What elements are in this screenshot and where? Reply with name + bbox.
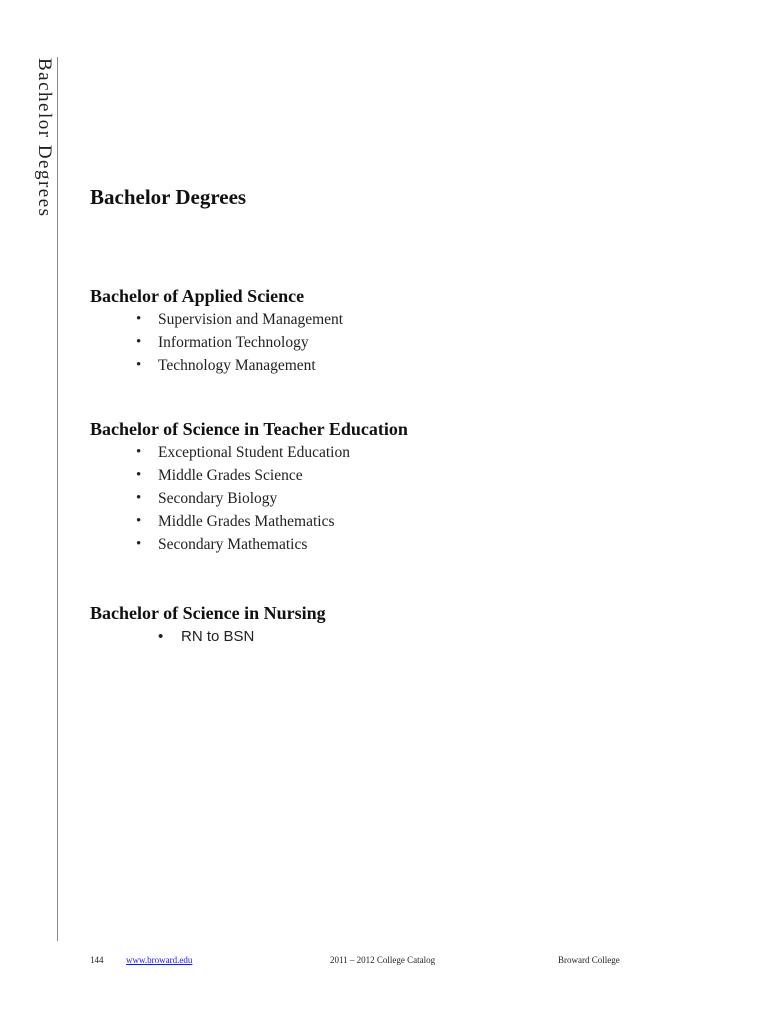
degree-list — [90, 441, 408, 556]
list-item: • Supervision and Management — [90, 308, 343, 331]
list-item: • Technology Management — [90, 354, 343, 377]
degree-list — [90, 625, 326, 648]
footer-website-link[interactable]: www.broward.edu — [126, 955, 193, 965]
list-item: • Secondary Biology — [90, 487, 408, 510]
side-divider — [57, 57, 58, 941]
section-heading: Bachelor of Science in Teacher Education — [90, 419, 408, 439]
section-heading: Bachelor of Applied Science — [90, 286, 305, 306]
footer-catalog-title: 2011 – 2012 College Catalog — [330, 955, 436, 965]
list-item: • Exceptional Student Education — [90, 441, 408, 464]
list-item: • Middle Grades Mathematics — [90, 510, 408, 533]
section-nursing — [90, 601, 326, 648]
footer-page-number: 144 — [90, 955, 104, 965]
degree-list — [90, 308, 343, 377]
list-item: • Middle Grades Science — [90, 464, 408, 487]
section-teacher-education — [90, 417, 408, 556]
section-heading: Bachelor of Science in Nursing — [90, 603, 326, 623]
list-item: • Information Technology — [90, 331, 343, 354]
page-title: Bachelor Degrees — [90, 185, 247, 209]
list-item: • Secondary Mathematics — [90, 533, 408, 556]
side-tab-label: Bachelor Degrees — [34, 58, 55, 218]
footer-college-name: Broward College — [558, 955, 620, 965]
section-applied-science — [90, 284, 343, 377]
list-item: • RN to BSN — [90, 625, 326, 648]
